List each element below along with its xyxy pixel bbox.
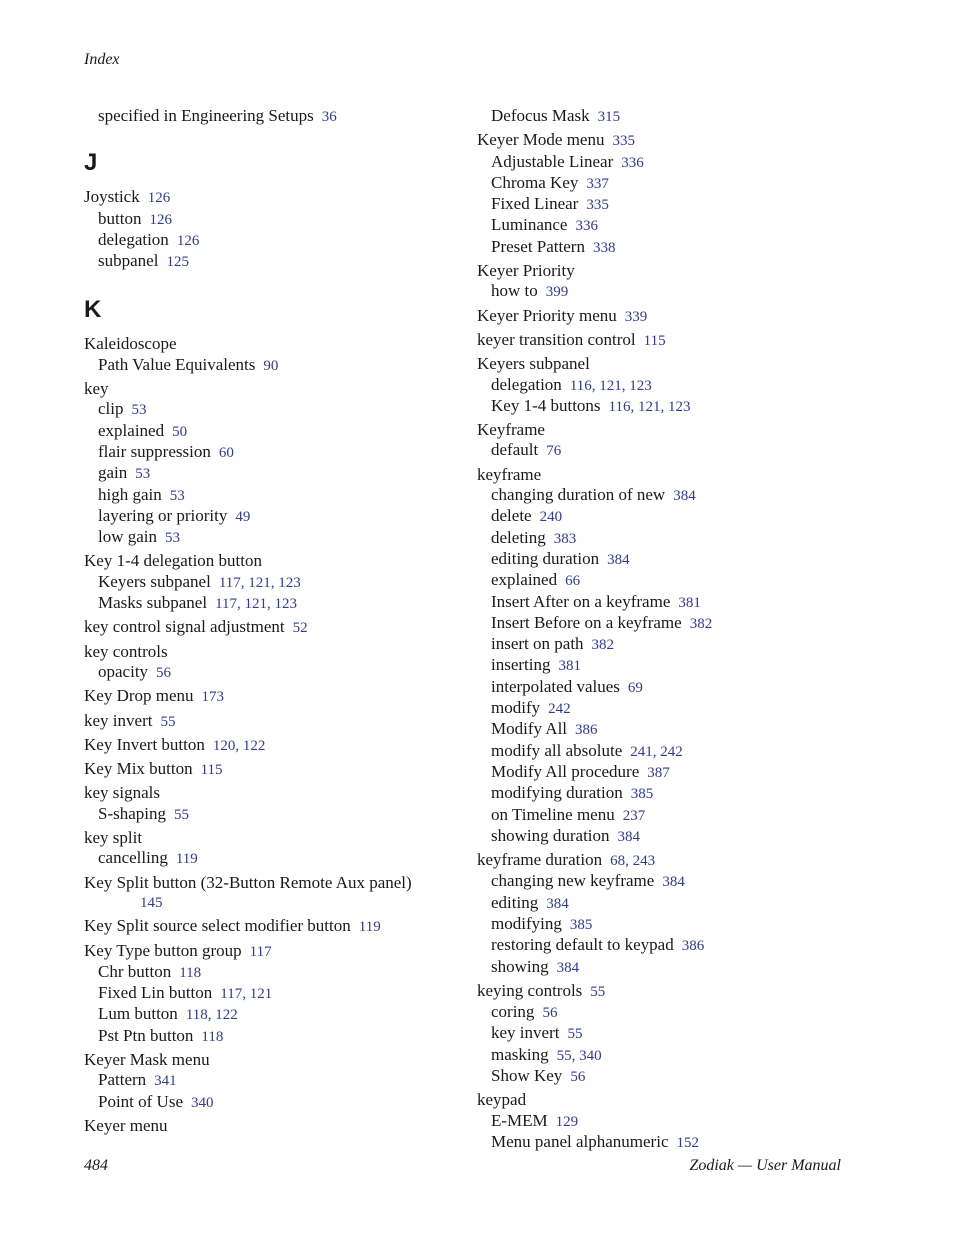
page-reference-link[interactable]: 120, 122: [212, 737, 266, 754]
page-reference-link[interactable]: 116, 121, 123: [569, 377, 652, 394]
index-entry: [477, 981, 877, 1002]
index-subentry: [84, 485, 484, 506]
index-entry: [84, 187, 484, 208]
index-entry: [477, 850, 877, 871]
page-reference-link[interactable]: 152: [676, 1134, 699, 1151]
index-entry: [84, 1050, 484, 1070]
index-term: Keyer menu: [84, 1115, 168, 1135]
index-entry: [84, 379, 484, 399]
index-term: Path Value Equivalents: [98, 354, 256, 374]
index-term: modifying duration: [491, 783, 623, 803]
index-term: deleting: [491, 527, 546, 547]
index-subentry: [84, 593, 484, 614]
index-term: Lum button: [98, 1004, 178, 1024]
index-subentry: [477, 506, 877, 527]
page-reference-link[interactable]: 53: [135, 466, 151, 483]
index-entry: [84, 686, 484, 707]
index-term: Point of Use: [98, 1091, 183, 1111]
index-term: layering or priority: [98, 505, 228, 525]
index-term: Keyers subpanel: [98, 571, 211, 591]
index-subentry: [477, 570, 877, 591]
index-entry: [84, 642, 484, 662]
page-reference-link[interactable]: 237: [622, 807, 646, 824]
index-subentry: [84, 1092, 484, 1113]
page-reference-link[interactable]: 382: [689, 615, 713, 632]
index-column-left: [84, 106, 484, 1136]
page-reference-link[interactable]: 126: [149, 211, 172, 228]
index-term: clip: [98, 399, 124, 419]
page-reference-link[interactable]: 69: [627, 679, 643, 696]
page-reference-link[interactable]: 387: [647, 764, 670, 781]
index-subentry: [477, 396, 877, 417]
page-reference-link[interactable]: 76: [546, 443, 562, 460]
index-subentry: [84, 421, 484, 442]
index-subentry: [84, 251, 484, 272]
page-reference-link[interactable]: 66: [565, 573, 581, 590]
index-term: Keyer Mask menu: [84, 1049, 210, 1069]
page-reference-link[interactable]: 145: [140, 894, 163, 911]
index-subentry: [477, 805, 877, 826]
index-term: interpolated values: [491, 676, 620, 696]
index-subentry: [84, 572, 484, 593]
index-term: Key 1-4 delegation button: [84, 551, 262, 571]
page-reference-link[interactable]: 53: [169, 487, 185, 504]
page-reference-link[interactable]: 55: [174, 806, 189, 823]
page-reference-link[interactable]: 341: [154, 1073, 177, 1090]
index-subentry: [477, 762, 877, 783]
page-reference-link[interactable]: 381: [558, 658, 581, 675]
index-entry: [84, 941, 484, 962]
index-subentry: [84, 983, 484, 1004]
page-reference-link[interactable]: 129: [555, 1113, 579, 1130]
index-term: modify all absolute: [491, 740, 623, 760]
index-term: masking: [491, 1044, 549, 1064]
index-term: key signals: [84, 783, 161, 803]
index-term: Modify All procedure: [491, 761, 640, 781]
page-reference-link[interactable]: 240: [539, 509, 563, 526]
index-subentry: [84, 463, 484, 484]
index-entry: [477, 330, 877, 351]
index-subentry: [84, 1004, 484, 1025]
index-subentry: [84, 209, 484, 230]
page-reference-link[interactable]: 118: [201, 1028, 224, 1045]
index-term: Show Key: [491, 1066, 563, 1086]
index-column-right: [477, 106, 877, 1153]
index-term: Key Drop menu: [84, 686, 194, 706]
index-term: specified in Engineering Setups: [98, 106, 314, 125]
index-subentry: [477, 634, 877, 655]
index-subentry: [84, 399, 484, 420]
index-subentry: [477, 1023, 877, 1044]
index-term: explained: [491, 570, 558, 590]
index-term: modifying: [491, 913, 562, 933]
index-term: Key Split source select modifier button: [84, 916, 351, 936]
index-subentry: [84, 848, 484, 869]
index-entry: [84, 551, 484, 571]
index-term: restoring default to keypad: [491, 935, 674, 955]
index-entry: [84, 735, 484, 756]
index-term: coring: [491, 1002, 535, 1022]
index-term: Insert Before on a keyframe: [491, 612, 682, 632]
page-reference-link[interactable]: 118: [179, 964, 202, 981]
index-subentry: [84, 442, 484, 463]
page-reference-link[interactable]: 119: [175, 851, 198, 868]
index-term: on Timeline menu: [491, 804, 615, 824]
page-reference-link[interactable]: 68, 243: [610, 853, 656, 870]
index-term: key split: [84, 828, 143, 848]
index-term: button: [98, 208, 142, 228]
index-term: editing: [491, 892, 539, 912]
index-subentry: [84, 662, 484, 683]
index-subentry: [477, 173, 877, 194]
page-reference-link[interactable]: 55: [590, 983, 606, 1000]
page-reference-link[interactable]: 50: [172, 423, 188, 440]
index-entry: [477, 354, 877, 374]
page-reference-link[interactable]: 115: [200, 762, 223, 779]
page-reference-link[interactable]: 117, 121, 123: [215, 596, 298, 613]
page-reference-link[interactable]: 385: [630, 786, 654, 803]
index-term: Key Type button group: [84, 940, 242, 960]
index-term: Keyers subpanel: [477, 354, 590, 374]
index-term: Preset Pattern: [491, 236, 585, 256]
page-reference-link[interactable]: 126: [147, 190, 171, 207]
index-entry: [84, 759, 484, 780]
page-reference-link[interactable]: 386: [575, 722, 598, 739]
index-term: keyframe: [477, 464, 542, 484]
index-term: delegation: [491, 374, 562, 394]
index-subentry: [477, 871, 877, 892]
index-entry: [84, 873, 484, 914]
page-reference-link[interactable]: 55: [160, 713, 176, 730]
page-reference-link[interactable]: 36: [321, 109, 337, 125]
index-entry: [84, 1116, 484, 1136]
index-term: showing: [491, 956, 549, 976]
index-subentry: [477, 893, 877, 914]
index-entry: [84, 916, 484, 937]
index-term: Menu panel alphanumeric: [491, 1131, 669, 1151]
page-reference-link[interactable]: 126: [176, 232, 200, 249]
index-term: explained: [98, 420, 165, 440]
index-subentry: [477, 592, 877, 613]
page-reference-link[interactable]: 56: [542, 1005, 558, 1022]
index-term: Key 1-4 buttons: [491, 395, 601, 415]
index-entry: [84, 783, 484, 803]
index-subentry: [477, 440, 877, 461]
index-entry: [477, 306, 877, 327]
index-subentry: [477, 741, 877, 762]
index-term: E-MEM: [491, 1110, 548, 1130]
index-subentry: [84, 527, 484, 548]
index-term: flair suppression: [98, 441, 211, 461]
index-term: Kaleidoscope: [84, 334, 177, 354]
page-reference-link[interactable]: 60: [218, 444, 234, 461]
index-subentry: [477, 719, 877, 740]
index-term: low gain: [98, 527, 158, 547]
index-entry: [84, 617, 484, 638]
index-term: Key Split button (32-Button Remote Aux panel): [84, 872, 412, 892]
index-subentry: [477, 375, 877, 396]
index-term: key invert: [491, 1023, 560, 1043]
index-subentry: [84, 962, 484, 983]
page-reference-link[interactable]: 382: [591, 637, 615, 654]
index-subentry: [477, 549, 877, 570]
section-letter-k: K: [84, 296, 102, 324]
index-term: modify: [491, 698, 541, 718]
index-subentry: [477, 1002, 877, 1023]
index-term: delete: [491, 506, 532, 526]
index-term: Keyer Priority menu: [477, 305, 617, 325]
page-reference-link[interactable]: 173: [201, 689, 225, 706]
index-term: how to: [491, 281, 538, 301]
index-subentry: [477, 485, 877, 506]
index-subentry: [477, 1111, 877, 1132]
index-term: key controls: [84, 641, 168, 661]
page-reference-link[interactable]: 53: [165, 530, 181, 547]
index-subentry: [477, 957, 877, 978]
index-term: editing duration: [491, 548, 600, 568]
index-subentry: [477, 677, 877, 698]
index-term: opacity: [98, 661, 149, 681]
index-subentry: [84, 804, 484, 825]
index-subentry: [477, 215, 877, 236]
index-term: subpanel: [98, 251, 159, 271]
page-reference-link[interactable]: 55, 340: [556, 1047, 602, 1064]
index-entry: [477, 465, 877, 485]
page-reference-link[interactable]: 125: [166, 254, 189, 271]
page-reference-link[interactable]: 338: [592, 239, 616, 256]
index-term: Masks subpanel: [98, 593, 208, 613]
index-subentry: [477, 106, 877, 127]
page-reference-link[interactable]: 381: [678, 594, 701, 611]
index-term: delegation: [98, 229, 169, 249]
index-subentry: [477, 613, 877, 634]
index-subentry: [477, 281, 877, 302]
index-term: key control signal adjustment: [84, 617, 285, 637]
index-entry: [84, 711, 484, 732]
index-term: cancelling: [98, 848, 168, 868]
index-term: inserting: [491, 655, 551, 675]
index-subentry: [84, 1070, 484, 1091]
index-subentry: [84, 230, 484, 251]
running-head: Index: [84, 51, 120, 68]
page-reference-link[interactable]: 116, 121, 123: [608, 398, 691, 415]
index-subentry: [477, 1066, 877, 1087]
page-reference-link[interactable]: 399: [545, 284, 569, 301]
index-term: Pattern: [98, 1070, 147, 1090]
page-reference-link[interactable]: 56: [156, 664, 172, 681]
index-term: Fixed Linear: [491, 194, 579, 214]
page-reference-link[interactable]: 336: [575, 218, 598, 235]
index-subentry: [477, 1132, 877, 1153]
book-title: Zodiak — User Manual: [689, 1157, 841, 1174]
index-term: insert on path: [491, 634, 584, 654]
index-term: keying controls: [477, 980, 583, 1000]
index-subentry: [84, 506, 484, 527]
page-reference-link[interactable]: 52: [292, 620, 308, 637]
index-term: changing new keyframe: [491, 871, 655, 891]
index-term: keyframe duration: [477, 850, 603, 870]
index-term: keypad: [477, 1090, 527, 1110]
page-reference-link[interactable]: 315: [597, 109, 621, 125]
index-entry: [84, 828, 484, 848]
index-term: high gain: [98, 484, 162, 504]
index-term: Keyer Priority: [477, 261, 575, 281]
index-term: Chr button: [98, 961, 172, 981]
page-reference-link[interactable]: 385: [569, 916, 593, 933]
page-reference-link[interactable]: 56: [570, 1069, 586, 1086]
index-subentry: [477, 194, 877, 215]
index-subentry: [477, 783, 877, 804]
page-reference-link[interactable]: 115: [643, 332, 666, 349]
index-term: Pst Ptn button: [98, 1025, 194, 1045]
index-term: Chroma Key: [491, 172, 579, 192]
page-reference-link[interactable]: 383: [553, 530, 577, 547]
page-reference-link[interactable]: 117, 121: [220, 986, 273, 1003]
page-reference-link[interactable]: 118, 122: [185, 1007, 238, 1024]
page-reference-link[interactable]: 384: [617, 828, 641, 845]
index-term: Keyer Mode menu: [477, 130, 605, 150]
index-subentry: [477, 152, 877, 173]
page-number: 484: [84, 1157, 108, 1174]
index-entry: [84, 334, 484, 354]
index-term: Keyframe: [477, 420, 545, 440]
page-reference-link[interactable]: 340: [191, 1094, 214, 1111]
index-term: Luminance: [491, 215, 568, 235]
index-term: keyer transition control: [477, 329, 636, 349]
page-reference-link[interactable]: 335: [612, 133, 635, 150]
index-subentry: [84, 1026, 484, 1047]
page-reference-link[interactable]: 55: [567, 1026, 583, 1043]
index-term: default: [491, 440, 539, 460]
page-reference-link[interactable]: 90: [263, 357, 279, 374]
page-reference-link[interactable]: 49: [235, 508, 251, 525]
index-subentry: [84, 355, 484, 376]
page-reference-link[interactable]: 337: [586, 175, 609, 192]
section-letter-j: J: [84, 149, 98, 177]
index-subentry: [477, 826, 877, 847]
page-reference-link[interactable]: 384: [673, 488, 696, 505]
page-reference-link[interactable]: 241, 242: [630, 743, 683, 760]
index-term: Key Invert button: [84, 734, 205, 754]
index-subentry: [477, 528, 877, 549]
page-reference-link[interactable]: 384: [662, 874, 685, 891]
index-term: Insert After on a keyframe: [491, 591, 671, 611]
index-term: Joystick: [84, 187, 140, 207]
page-reference-link[interactable]: 384: [556, 959, 580, 976]
index-subentry: [477, 914, 877, 935]
index-subentry: [477, 237, 877, 258]
index-entry: [477, 261, 877, 281]
index-term: showing duration: [491, 825, 610, 845]
page-reference-link[interactable]: 335: [586, 197, 609, 214]
index-subentry: [477, 655, 877, 676]
index-term: Adjustable Linear: [491, 151, 614, 171]
page-reference-link[interactable]: 53: [131, 402, 147, 419]
index-term: Fixed Lin button: [98, 983, 213, 1003]
page-reference-link[interactable]: 339: [624, 308, 648, 325]
index-term: key: [84, 379, 109, 399]
index-subentry: [477, 935, 877, 956]
index-subentry: [477, 1045, 877, 1066]
page-reference-link[interactable]: 336: [621, 154, 644, 171]
index-term: changing duration of new: [491, 485, 666, 505]
page-reference-link[interactable]: 384: [546, 895, 569, 912]
index-entry: [477, 130, 877, 151]
index-term: key invert: [84, 710, 153, 730]
index-subentry: [84, 106, 484, 127]
index-entry: [477, 1090, 877, 1110]
page-reference-link[interactable]: 117, 121, 123: [218, 574, 301, 591]
index-term: gain: [98, 463, 128, 483]
page-reference-link[interactable]: 384: [607, 551, 630, 568]
index-term: Key Mix button: [84, 759, 193, 779]
index-term: S-shaping: [98, 803, 166, 823]
index-term: Modify All: [491, 719, 568, 739]
page-reference-link[interactable]: 117: [249, 943, 272, 960]
index-subentry: [477, 698, 877, 719]
index-term: Defocus Mask: [491, 106, 590, 125]
page-reference-link[interactable]: 242: [548, 701, 571, 718]
index-entry: [477, 420, 877, 440]
page-reference-link[interactable]: 386: [681, 938, 705, 955]
page-reference-link[interactable]: 119: [358, 919, 381, 936]
